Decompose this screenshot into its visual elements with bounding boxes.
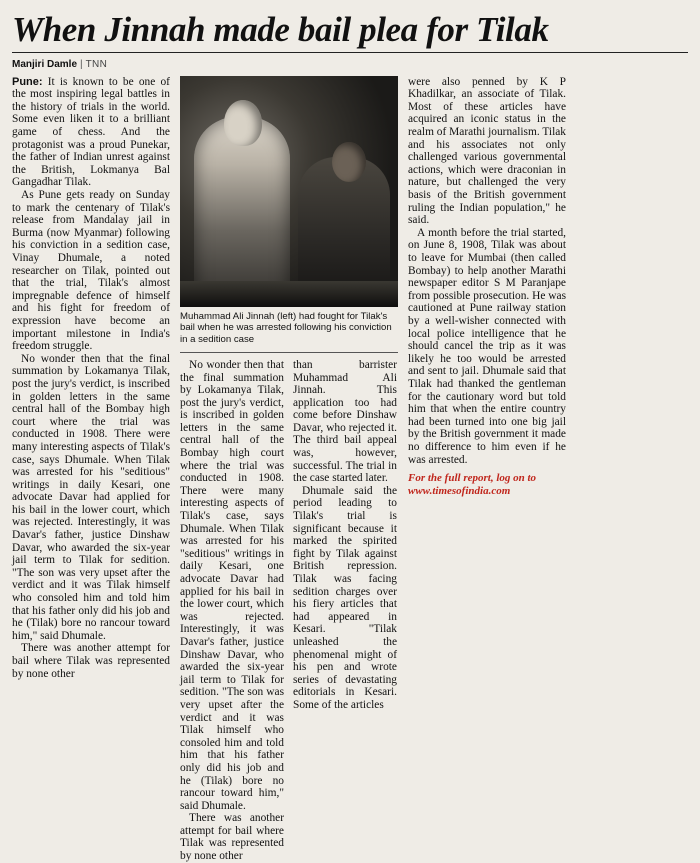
caption-divider bbox=[180, 352, 398, 353]
byline bbox=[12, 59, 688, 70]
col2-left-para-2: There was another attempt for bail where Tilak was represented by none other bbox=[180, 812, 284, 863]
byline-agency: TNN bbox=[85, 58, 108, 70]
col2-right-para-1: than barrister Muhammad Ali Jinnah. This application too had come before Dinshaw Davar, who rejected it. The third bail appeal was, however, successful. The trial in the case started later. bbox=[293, 358, 397, 485]
byline-separator: | bbox=[80, 58, 83, 70]
column-three bbox=[408, 76, 566, 566]
paragraph: were also penned by K P Khadilkar, an associate of Tilak. Most of these articles have acquired an iconic status in the realm of Marathi journalism. Tilak and his associates not only challenged various governmental actions, which were draconian in nature, but challenged the very basis of the British government ruling the Indian population," he said. bbox=[408, 75, 566, 227]
column-two-left bbox=[180, 359, 284, 863]
paragraph: A month before the trial started, on June 8, 1908, Tilak was about to leave for Mumbai (then called Bombay) to help another Marathi newspaper editor S M Paranjape from possible prosecution. He was cautioned at Pune railway station by a well-wisher connected with local police intelligence that he should cancel the trip as it was likely he too would be arrested and sent to jail. Dhumale said that Tilak had thanked the gentleman for the cautionary word but told him that when the entire country had been turned into one big jail by the British government it made no difference to him even if he was arrested. bbox=[408, 226, 566, 466]
article-photo bbox=[180, 76, 398, 307]
promo-text[interactable]: For the full report, log on to www.timesofindia.com bbox=[408, 472, 537, 497]
col2-left-para-1: No wonder then that the final summation by Lokamanya Tilak, post the jury's verdict, is inscribed in golden letters in the same central hall of the Bombay high court where the trial was conducted in 1908. There were many interesting aspects of Tilak's case, says Dhumale. When Tilak was arrested for his "seditious" writings in daily Kesari, one advocate Davar had applied for his bail in the lower court, which was rejected. Interestingly, it was Davar's father, justice Dinshaw Davar, who awarded the six-year jail term to Tilak for sedition. "The son was very upset after the verdict and it was Tilak himself who consoled him and told him that his father only did his job and he (Tilak) bore no rancour toward him," said Dhumale. bbox=[180, 358, 284, 812]
byline-author: Manjiri Damle bbox=[12, 58, 78, 70]
photo-caption: Muhammad Ali Jinnah (left) had fought for Tilak's bail when he was arrested following his conviction in a sedition case bbox=[180, 310, 392, 345]
column-two-right bbox=[293, 359, 397, 863]
paragraph: As Pune gets ready on Sunday to mark the centenary of Tilak's release from Mandalay jail in Burma (now Myanmar) following his conviction in a sedition case, Vinay Dhumale, a noted researcher on Tilak, pointed out that the trial, Tilak's almost impregnable defence of himself and his fight for freedom of expression have become an important milestone in India's freedom struggle. bbox=[12, 189, 170, 353]
photo-foreground-table bbox=[180, 281, 398, 307]
column-two bbox=[180, 76, 398, 863]
headline-divider bbox=[12, 52, 688, 53]
col2-right-para-2: Dhumale said the period leading to Tilak's trial is significant because it marked the spirited fight by Tilak against British repression. Tilak was facing sedition charges over his fiery articles that had appeared in Kesari. "Tilak unleashed the phenomenal might of his pen and wrote series of devastating editorials in Kesari. Some of the articles bbox=[293, 484, 397, 711]
paragraph: No wonder then that the final summation by Lokamanya Tilak, post the jury's verdict, is inscribed in golden letters in the same central hall of the Bombay high court where the trial was conducted in 1908. There were many interesting aspects of Tilak's case, says Dhumale. When Tilak was arrested for his "seditious" writings in daily Kesari, one advocate Davar had applied for his bail in the lower court, which was rejected. Interestingly, it was Davar's father, justice Dinshaw Davar, who awarded the six-year jail term to Tilak for sedition. "The son was very upset after the verdict and it was Tilak himself who consoled him and told him that his father only did his job and he (Tilak) bore no rancour toward him," said Dhumale. bbox=[12, 352, 170, 642]
column-one bbox=[12, 75, 170, 680]
article-columns bbox=[12, 75, 688, 863]
paragraph-text: It is known to be one of the most inspiring legal battles in the history of trials in the world. Some even liken it to a brilliant game of chess. And the protagonist was a proud Punekar, the father of Indian unrest against the British, Lokmanya Bal Gangadhar Tilak. bbox=[12, 75, 170, 189]
paragraph: There was another attempt for bail where Tilak was represented by none other bbox=[12, 642, 170, 680]
dateline: Pune: bbox=[12, 75, 43, 88]
page-title: When Jinnah made bail plea for Tilak bbox=[12, 10, 549, 49]
photo-head-right bbox=[332, 142, 366, 182]
photo-head-left bbox=[224, 100, 262, 146]
paragraph bbox=[12, 76, 170, 189]
column-two-subcolumns bbox=[180, 359, 398, 863]
